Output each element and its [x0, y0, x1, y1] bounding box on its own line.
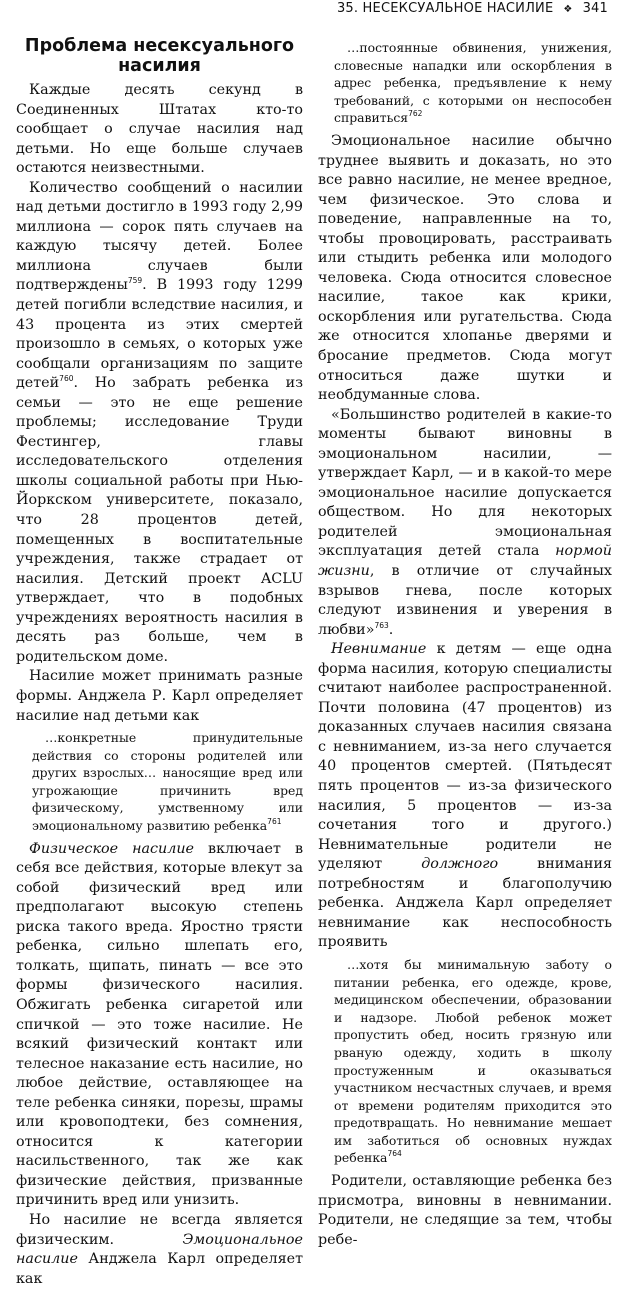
paragraph: [16, 179, 303, 668]
text: «Большинство родителей в какие-то моменты бывают виновны в эмоциональном насилии, — утверждает Карл, — и в какой-то мере эмоциональное насилие допускается обществом. Но для некоторых родителей эмоциональная эксплуатация детей стала: [318, 406, 612, 560]
footnote-ref: 761: [267, 817, 282, 827]
emphasis: Невнимание: [331, 641, 427, 658]
quote-text: [334, 956, 612, 1167]
text: . В 1993 году 1299 детей погибли вследствие насилия, и 43 процента из этих смертей произошло в семьях, о которых уже сообщали организациям по защите детей: [16, 277, 303, 392]
text: внимания потребностям и благополучию ребенка. Анджела Карл определяет невнимание как неспособность проявить: [318, 856, 612, 951]
paragraph: Эмоциональное насилие обычно труднее выявить и доказать, но это все равно насилие, не менее вредное, чем физическое. Это слова и поведение, направленные на то, чтобы провоцировать, расстраивать или стыдить ребенка или молодого человека. Сюда относится словесное насилие, такое как крики, оскорбления или ругательства. Сюда же относится хлопанье дверями и бросание предметов. Сюда могут относиться даже шутки и необдуманные слова.: [318, 132, 612, 404]
text: . Но забрать ребенка из семьи — это не еще решение проблемы; исследование Труди Фестингер, главы исследовательского отделения школы социальной работы при Нью-Йоркском университете, показало, что 28 процентов детей, помещенных в воспитательные учреждения, также страдает от насилия. Детский проект ACLU утверждает, что в подобных учреждениях вероятность насилия в десять раз больше, чем в родительском доме.: [16, 375, 303, 665]
footnote-ref: 764: [387, 1149, 402, 1159]
quote-text: [32, 729, 303, 835]
paragraph: [16, 1211, 303, 1289]
paragraph: Насилие может принимать разные формы. Анджела Р. Карл определяет насилие над детьми как: [16, 668, 303, 724]
paragraph: [318, 640, 612, 953]
right-column: [318, 26, 612, 1250]
footnote-ref: 760: [59, 374, 74, 384]
block-quote: [32, 729, 303, 835]
footnote-ref: 763: [374, 620, 389, 630]
text: , в отличие от случайных взрывов гнева, после которых следуют извинения и уверения в любви»: [318, 563, 612, 638]
running-header: [337, 1, 608, 16]
text: Анджела Карл определяет как: [16, 1251, 303, 1287]
paragraph: Каждые десять секунд в Соединенных Штатах кто-то сообщает о случае насилия над детьми. Но еще больше случаев остаются неизвестными.: [16, 82, 303, 177]
footnote-ref: 759: [127, 276, 143, 286]
paragraph: [16, 840, 303, 1211]
chapter-title: 35. НЕСЕКСУАЛЬНОЕ НАСИЛИЕ: [336, 1, 554, 16]
ornament-icon: ❖: [563, 4, 573, 15]
text: …постоянные обвинения, унижения, словесные нападки или оскорбления в адрес ребенка, предъявление к нему требований, с которыми он неспособен справиться: [334, 40, 612, 126]
text: включает в себя все действия, которые влекут за собой физический вред или предполагают высокую степень риска такого вреда. Яростно трясти ребенка, сильно шлепать его, толкать, щипать, пинать — все это формы физического насилия. Обжигать ребенка сигаретой или спичкой — это тоже насилие. Не всякий физический контакт или телесное наказание есть насилие, но любое действие, оставляющее на теле ребенка синяки, порезы, шрамы или кровоподтеки, без сомнения, относится к категории насильственного, так же как физические действия, призванные причинить вред или унизить.: [16, 840, 303, 1209]
text: Но насилие не всегда является физическим.: [16, 1212, 303, 1248]
emphasis: Эмоциональное насилие: [16, 1231, 303, 1268]
text: .: [388, 621, 394, 638]
text: Количество сообщений о насилии над детьми достигло в 1993 году 2,99 миллиона — сорок пять случаев на каждую тысячу детей. Более миллиона случаев были подтверждены: [16, 179, 303, 294]
block-quote: [334, 956, 612, 1167]
emphasis: должного: [421, 856, 499, 873]
section-heading: Проблема несексуального насилия: [24, 36, 295, 76]
block-quote: [334, 39, 612, 127]
emphasis: нормой жизни: [318, 543, 612, 579]
text: …хотя бы минимальную заботу о питании ребенка, его одежде, крове, медицинском обеспечении, образовании и надзоре. Любой ребенок может пропустить обед, носить грязную или рваную одежду, ходить в школу простуженным и оказываться участником несчастных случаев, и время от времени родителям приходится это предотвращать. Но невнимание мешает им заботиться об основных нуждах ребенка: [334, 956, 612, 1166]
paragraph: Родители, оставляющие ребенка без присмотра, виновны в невнимании. Родители, не следящие за тем, чтобы ребе-: [318, 1173, 612, 1248]
left-column: [16, 26, 303, 1289]
emphasis: Физическое насилие: [29, 840, 195, 857]
text: …конкретные принудительные действия со стороны родителей или других взрослых… наносящие вред или угрожающие причинить вред физическому, умственному или эмоциональному развитию ребенка: [32, 730, 303, 834]
text: к детям — еще одна форма насилия, которую специалисты считают наиболее распространенной. Почти половина (47 процентов) из доказанных случаев насилия связана с невниманием, из-за него случается 40 процентов смертей. (Пятьдесят пять процентов — из-за физического насилия, 5 процентов — из-за сочетания того и другого.) Невнимательные родители не уделяют: [318, 641, 612, 873]
footnote-ref: 762: [408, 109, 423, 119]
page-number: 341: [582, 1, 608, 16]
quote-text: [334, 39, 612, 127]
paragraph: [318, 406, 612, 641]
